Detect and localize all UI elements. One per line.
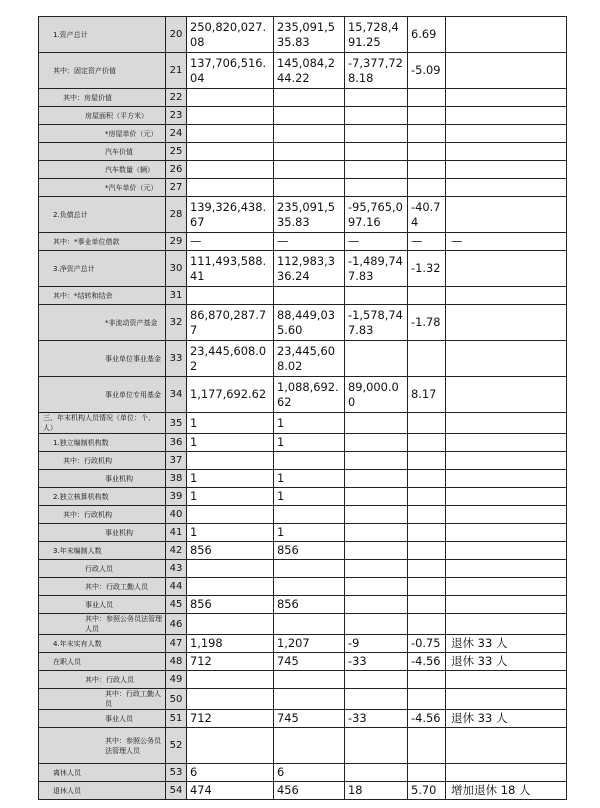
table-row [39,542,567,560]
table-row [39,89,567,107]
change-amount [345,161,408,179]
previous-year-value: 23,445,608.02 [274,341,345,377]
change-percent [408,506,446,524]
current-year-value: 250,820,027.08 [187,17,274,53]
row-label: *非流动资产基金 [39,305,166,341]
row-number: 26 [166,161,187,179]
previous-year-value: 145,084,244.22 [274,53,345,89]
current-year-value: 111,493,588.41 [187,251,274,287]
change-amount [345,671,408,689]
row-label: 汽车价值 [39,143,166,161]
change-amount [345,434,408,452]
row-label: 事业单位专用基金 [39,377,166,413]
current-year-value: 6 [187,764,274,782]
row-number: 32 [166,305,187,341]
table-row [39,470,567,488]
row-label: 事业机构 [39,524,166,542]
row-number: 38 [166,470,187,488]
row-number: 29 [166,233,187,251]
change-percent: -5.09 [408,53,446,89]
table-row [39,689,567,710]
row-label: *房屋单价（元） [39,125,166,143]
table-row [39,653,567,671]
current-year-value: 1,177,692.62 [187,377,274,413]
change-amount [345,107,408,125]
table-row [39,161,567,179]
table-row [39,635,567,653]
previous-year-value: 88,449,035.60 [274,305,345,341]
change-amount [345,179,408,197]
change-percent [408,413,446,434]
current-year-value [187,452,274,470]
previous-year-value [274,452,345,470]
previous-year-value [274,89,345,107]
remark [446,614,567,635]
current-year-value: 1 [187,413,274,434]
remark [446,728,567,764]
change-percent [408,341,446,377]
remark [446,17,567,53]
change-percent [408,614,446,635]
remark [446,560,567,578]
previous-year-value: 456 [274,782,345,800]
previous-year-value: 1 [274,488,345,506]
row-number: 49 [166,671,187,689]
change-percent: — [408,233,446,251]
remark [446,107,567,125]
row-label: 其中：*事业单位借款 [39,233,166,251]
table-row [39,197,567,233]
current-year-value: — [187,233,274,251]
row-number: 25 [166,143,187,161]
table-row [39,17,567,53]
change-percent [408,434,446,452]
table-row [39,560,567,578]
statistics-table [38,16,567,800]
previous-year-value: 745 [274,653,345,671]
row-number: 35 [166,413,187,434]
current-year-value [187,143,274,161]
row-number: 24 [166,125,187,143]
change-percent [408,560,446,578]
row-label: 其中：行政工勤人员 [39,689,166,710]
previous-year-value [274,689,345,710]
previous-year-value: 1,088,692.62 [274,377,345,413]
row-number: 51 [166,710,187,728]
previous-year-value: 745 [274,710,345,728]
current-year-value: 1 [187,434,274,452]
remark [446,413,567,434]
row-label: 其中：*结转和结余 [39,287,166,305]
row-label: 事业人员 [39,710,166,728]
table-row [39,596,567,614]
current-year-value: 1 [187,488,274,506]
change-percent [408,542,446,560]
row-number: 33 [166,341,187,377]
row-label: 汽车数量（辆） [39,161,166,179]
table-row [39,710,567,728]
current-year-value [187,671,274,689]
table-row [39,614,567,635]
remark [446,251,567,287]
table-row [39,107,567,125]
current-year-value: 856 [187,596,274,614]
row-number: 36 [166,434,187,452]
change-amount [345,764,408,782]
table-row [39,287,567,305]
change-percent [408,524,446,542]
change-amount [345,287,408,305]
table-row [39,233,567,251]
row-number: 53 [166,764,187,782]
current-year-value [187,161,274,179]
row-number: 27 [166,179,187,197]
current-year-value: 1 [187,470,274,488]
change-percent [408,764,446,782]
row-number: 22 [166,89,187,107]
remark [446,542,567,560]
row-label: *汽车单价（元） [39,179,166,197]
current-year-value [187,560,274,578]
table-row [39,434,567,452]
row-number: 45 [166,596,187,614]
remark [446,524,567,542]
change-amount [345,452,408,470]
remark: 退休 33 人 [446,653,567,671]
change-percent: -1.32 [408,251,446,287]
table-body [39,17,567,800]
previous-year-value: 6 [274,764,345,782]
row-label: 其中：固定资产价值 [39,53,166,89]
previous-year-value: 856 [274,542,345,560]
table-row [39,782,567,800]
change-percent: 6.69 [408,17,446,53]
current-year-value: 1 [187,524,274,542]
change-amount: -9 [345,635,408,653]
change-amount [345,560,408,578]
row-label: 3.年末编制人数 [39,542,166,560]
row-label: 离休人员 [39,764,166,782]
change-amount: -1,578,747.83 [345,305,408,341]
change-percent [408,89,446,107]
row-number: 37 [166,452,187,470]
row-label: 4.年末实有人数 [39,635,166,653]
remark [446,506,567,524]
table-row [39,764,567,782]
row-number: 44 [166,578,187,596]
remark: 退休 33 人 [446,635,567,653]
table-row [39,377,567,413]
row-number: 28 [166,197,187,233]
previous-year-value: 1 [274,470,345,488]
current-year-value: 1,198 [187,635,274,653]
table-row [39,305,567,341]
previous-year-value: 1 [274,524,345,542]
change-amount: -95,765,097.16 [345,197,408,233]
remark [446,578,567,596]
row-label: 在职人员 [39,653,166,671]
previous-year-value: 1 [274,434,345,452]
row-label: 3.净资产总计 [39,251,166,287]
row-label: 其中：行政机构 [39,452,166,470]
current-year-value: 712 [187,653,274,671]
change-amount [345,728,408,764]
previous-year-value: 1,207 [274,635,345,653]
row-number: 20 [166,17,187,53]
previous-year-value [274,107,345,125]
remark [446,161,567,179]
table-row [39,578,567,596]
change-amount [345,689,408,710]
change-percent: -4.56 [408,653,446,671]
remark [446,470,567,488]
change-percent [408,596,446,614]
change-amount [345,89,408,107]
table-row [39,413,567,434]
remark [446,179,567,197]
previous-year-value [274,125,345,143]
current-year-value: 139,326,438.67 [187,197,274,233]
row-label: 三、年末机构人员情况（单位：个、人） [39,413,166,434]
table-row [39,488,567,506]
remark [446,143,567,161]
row-number: 50 [166,689,187,710]
remark [446,764,567,782]
change-percent [408,728,446,764]
current-year-value [187,728,274,764]
row-label: 其中：行政工勤人员 [39,578,166,596]
remark [446,488,567,506]
row-label: 其中：行政人员 [39,671,166,689]
remark [446,53,567,89]
remark: 增加退休 18 人 [446,782,567,800]
row-number: 39 [166,488,187,506]
row-number: 31 [166,287,187,305]
current-year-value [187,179,274,197]
change-amount [345,125,408,143]
row-number: 41 [166,524,187,542]
previous-year-value [274,560,345,578]
change-amount: 18 [345,782,408,800]
row-label: 其中：行政机构 [39,506,166,524]
table-row [39,452,567,470]
current-year-value: 474 [187,782,274,800]
current-year-value [187,578,274,596]
row-label: 2.负债总计 [39,197,166,233]
change-percent [408,671,446,689]
current-year-value [187,614,274,635]
table-row [39,524,567,542]
previous-year-value [274,143,345,161]
change-percent [408,578,446,596]
remark [446,452,567,470]
table-row [39,506,567,524]
change-amount: 89,000.00 [345,377,408,413]
row-number: 34 [166,377,187,413]
row-number: 43 [166,560,187,578]
row-number: 54 [166,782,187,800]
previous-year-value [274,161,345,179]
change-percent [408,161,446,179]
change-amount [345,542,408,560]
change-amount [345,341,408,377]
change-percent: 5.70 [408,782,446,800]
remark [446,125,567,143]
previous-year-value [274,728,345,764]
row-number: 23 [166,107,187,125]
table-row [39,53,567,89]
change-amount [345,488,408,506]
change-amount [345,470,408,488]
table-row [39,143,567,161]
change-percent [408,689,446,710]
table-row [39,179,567,197]
previous-year-value: 856 [274,596,345,614]
previous-year-value [274,179,345,197]
row-label: 行政人员 [39,560,166,578]
previous-year-value: — [274,233,345,251]
row-label: 事业人员 [39,596,166,614]
change-amount [345,614,408,635]
change-amount [345,143,408,161]
remark [446,89,567,107]
row-number: 30 [166,251,187,287]
change-percent [408,470,446,488]
remark: 退休 33 人 [446,710,567,728]
table-row [39,125,567,143]
current-year-value: 86,870,287.77 [187,305,274,341]
change-percent: -0.75 [408,635,446,653]
row-label: 2.独立核算机构数 [39,488,166,506]
change-amount [345,413,408,434]
row-label: 其中：房屋价值 [39,89,166,107]
change-percent: -4.56 [408,710,446,728]
previous-year-value: 235,091,535.83 [274,17,345,53]
remark [446,671,567,689]
previous-year-value [274,578,345,596]
change-percent [408,287,446,305]
change-percent [408,143,446,161]
current-year-value [187,125,274,143]
previous-year-value [274,506,345,524]
row-number: 46 [166,614,187,635]
row-label: 退休人员 [39,782,166,800]
remark [446,434,567,452]
change-percent [408,107,446,125]
change-amount: -33 [345,710,408,728]
change-amount [345,506,408,524]
current-year-value [187,107,274,125]
row-label: 其中：参照公务员法管理人员 [39,614,166,635]
current-year-value [187,689,274,710]
row-number: 48 [166,653,187,671]
change-percent [408,179,446,197]
remark [446,596,567,614]
row-label: 1.资产总计 [39,17,166,53]
change-percent [408,488,446,506]
change-amount: -7,377,728.18 [345,53,408,89]
change-amount: — [345,233,408,251]
row-label: 事业单位事业基金 [39,341,166,377]
current-year-value [187,287,274,305]
row-label: 房屋面积（平方米） [39,107,166,125]
current-year-value [187,506,274,524]
change-amount: -1,489,747.83 [345,251,408,287]
change-amount: 15,728,491.25 [345,17,408,53]
previous-year-value [274,614,345,635]
remark: — [446,233,567,251]
remark [446,341,567,377]
change-amount [345,596,408,614]
previous-year-value [274,671,345,689]
change-percent: -1.78 [408,305,446,341]
change-percent [408,125,446,143]
row-number: 21 [166,53,187,89]
current-year-value: 137,706,516.04 [187,53,274,89]
current-year-value [187,89,274,107]
current-year-value: 23,445,608.02 [187,341,274,377]
current-year-value: 712 [187,710,274,728]
row-number: 40 [166,506,187,524]
change-percent: -40.74 [408,197,446,233]
remark [446,689,567,710]
change-amount [345,524,408,542]
previous-year-value [274,287,345,305]
row-label: 其中：参照公务员法管理人员 [39,728,166,764]
change-amount: -33 [345,653,408,671]
table-row [39,728,567,764]
change-amount [345,578,408,596]
current-year-value: 856 [187,542,274,560]
table-row [39,341,567,377]
table-row [39,671,567,689]
row-label: 1.独立编制机构数 [39,434,166,452]
row-number: 52 [166,728,187,764]
row-label: 事业机构 [39,470,166,488]
change-percent: 8.17 [408,377,446,413]
change-percent [408,452,446,470]
remark [446,305,567,341]
remark [446,377,567,413]
previous-year-value: 235,091,535.83 [274,197,345,233]
remark [446,197,567,233]
previous-year-value: 1 [274,413,345,434]
remark [446,287,567,305]
previous-year-value: 112,983,336.24 [274,251,345,287]
row-number: 42 [166,542,187,560]
table-row [39,251,567,287]
row-number: 47 [166,635,187,653]
